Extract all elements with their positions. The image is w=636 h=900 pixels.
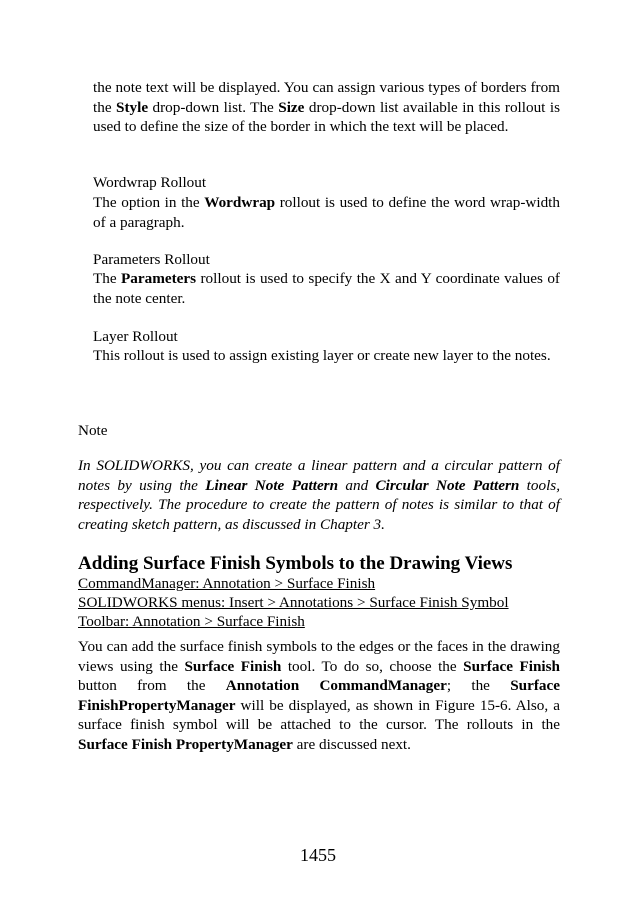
bold-term: Surface Finish	[463, 657, 560, 675]
text-run: ; the	[446, 677, 511, 695]
bold-term: Annotation CommandManager	[225, 677, 447, 695]
wordwrap-paragraph	[93, 193, 560, 232]
bold-term: Surface Finish	[184, 657, 282, 675]
menus-path: SOLIDWORKS menus: Insert > Annotations > Surface Finish Symbol	[78, 594, 509, 611]
parameters-paragraph	[93, 269, 560, 308]
text-run: In SOLIDWORKS, you can create a linear pattern and a circular pattern of notes by using the	[78, 457, 560, 494]
text-run: will be displayed, as shown in Figure 15-6. Also, a surface finish symbol will be attached to the cursor. The rollouts in the	[78, 696, 560, 734]
text-run: button from the	[78, 677, 226, 695]
parameters-rollout-heading: Parameters Rollout	[93, 251, 210, 268]
wordwrap-rollout-heading: Wordwrap Rollout	[93, 174, 207, 191]
text-run: This rollout is used to assign existing layer or create new layer to the notes.	[93, 347, 551, 364]
text-run: the note text will be displayed. You can assign various types of borders from the	[93, 79, 560, 116]
bold-term: Style	[116, 98, 149, 116]
text-run: rollout is used to define the word wrap-width of a paragraph.	[93, 194, 560, 231]
text-run: drop-down list available in this rollout is used to define the size of the border in which the text will be placed.	[93, 98, 560, 136]
layer-rollout-heading: Layer Rollout	[93, 328, 178, 345]
text-run: drop-down list. The	[148, 98, 279, 116]
page-number: 1455	[300, 845, 336, 865]
note-paragraph	[78, 456, 560, 534]
text-run: You can add the surface finish symbols to the edges or the faces in the drawing views using the	[78, 638, 560, 675]
surface-finish-paragraph	[78, 637, 560, 755]
commandmanager-path: CommandManager: Annotation > Surface Finish	[78, 575, 376, 592]
bold-term: Circular Note Pattern	[375, 476, 520, 494]
text-run: rollout is used to specify the X and Y coordinate values of the note center.	[93, 270, 560, 307]
bold-term: Parameters	[121, 270, 197, 287]
bold-term: Linear Note Pattern	[205, 476, 339, 494]
text-run: and	[338, 476, 376, 494]
layer-paragraph	[93, 346, 560, 366]
section-heading: Adding Surface Finish Symbols to the Drawing Views	[78, 553, 513, 574]
bold-term: Surface Finish PropertyManager	[78, 735, 293, 753]
text-run: tools, respectively. The procedure to create the pattern of notes is similar to that of creating sketch pattern, as discussed in Chapter 3.	[78, 476, 560, 533]
text-run: The option in the	[93, 194, 205, 211]
note-label: Note	[78, 422, 108, 439]
toolbar-path: Toolbar: Annotation > Surface Finish	[78, 613, 305, 630]
text-run: The	[93, 270, 122, 287]
text-run: are discussed next.	[292, 735, 411, 753]
bold-term: Wordwrap	[204, 194, 276, 211]
intro-paragraph	[93, 78, 560, 137]
text-run: tool. To do so, choose the	[281, 657, 464, 675]
bold-term: Size	[278, 98, 305, 116]
bold-term: Surface FinishPropertyManager	[78, 677, 560, 714]
